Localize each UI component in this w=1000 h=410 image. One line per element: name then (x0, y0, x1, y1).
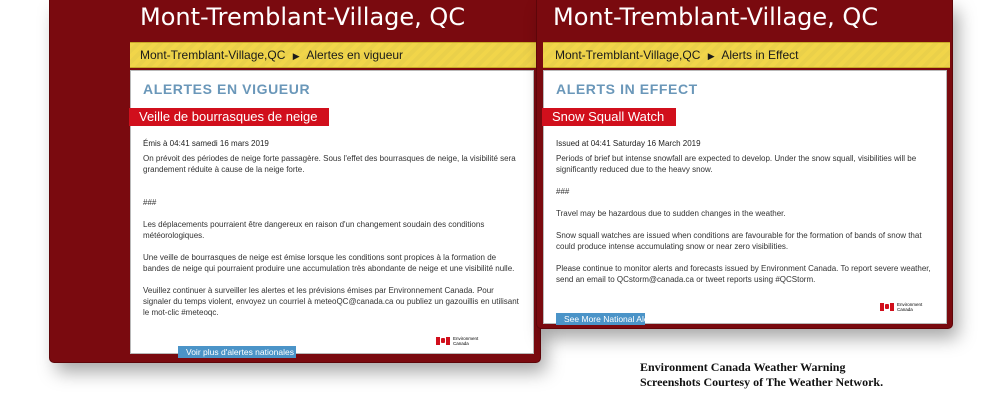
alert-card (130, 70, 534, 354)
breadcrumb (543, 42, 950, 68)
caption-line2: Screenshots Courtesy of The Weather Network. (640, 375, 884, 389)
alert-body (143, 153, 523, 329)
warning-name-badge: Snow Squall Watch (542, 108, 676, 126)
logo-text-line2: Canada (897, 307, 913, 312)
logo-text-line1: Environment (897, 302, 923, 307)
alert-body (556, 153, 936, 296)
environment-canada-logo (436, 336, 478, 346)
alert-separator: ### (556, 187, 570, 196)
alert-paragraph: Les déplacements pourraient être dangereux en raison d'un changement soudain des conditions météorologiques. (143, 220, 485, 240)
alert-paragraph: On prévoit des périodes de neige forte passagère. Sous l'effet des bourrasques de neige, la visibilité sera grandement réduite à cause de la neige forte. (143, 154, 516, 174)
more-national-alerts-button[interactable]: See More National Alerts (556, 313, 645, 325)
caption-line1: Environment Canada Weather Warning (640, 360, 846, 374)
french-alert-panel (50, 0, 540, 362)
alert-paragraph: Please continue to monitor alerts and forecasts issued by Environment Canada. To report severe weather, send an email to QCstorm@canada.ca or tweet reports using #QCStorm. (556, 264, 931, 284)
issued-timestamp: Issued at 04:41 Saturday 16 March 2019 (556, 139, 701, 148)
alert-paragraph: Snow squall watches are issued when conditions are favourable for the formation of bands of snow that could produce intense accumulating snow or near zero visibilities. (556, 231, 922, 251)
logo-text-line2: Canada (453, 341, 469, 346)
canada-flag-icon (880, 303, 894, 311)
warning-name-badge: Veille de bourrasques de neige (129, 108, 329, 126)
canada-flag-icon (436, 337, 450, 345)
breadcrumb-city-link[interactable]: Mont-Tremblant-Village,QC (555, 48, 701, 62)
city-title: Mont-Tremblant-Village, QC (140, 3, 466, 31)
breadcrumb (130, 42, 538, 68)
breadcrumb-city-link[interactable]: Mont-Tremblant-Village,QC (140, 48, 286, 62)
card-title: ALERTES EN VIGUEUR (143, 81, 311, 97)
city-title: Mont-Tremblant-Village, QC (553, 3, 879, 31)
breadcrumb-arrow-icon: ▶ (292, 51, 300, 61)
card-title: ALERTS IN EFFECT (556, 81, 698, 97)
breadcrumb-current-page: Alerts in Effect (721, 48, 799, 62)
environment-canada-logo (880, 302, 922, 312)
english-alert-panel (537, 0, 952, 328)
logo-text-line1: Environment (453, 336, 479, 341)
alert-paragraph: Periods of brief but intense snowfall are expected to develop. Under the snow squall, visibilities will be significantly reduced due to the heavy snow. (556, 154, 917, 174)
alert-paragraph: Une veille de bourrasques de neige est émise lorsque les conditions sont propices à la formation de bandes de neige qui pourraient produire une accumulation très abondante de neige et une visibilité nulle. (143, 253, 515, 273)
more-national-alerts-button[interactable]: Voir plus d'alertes nationales (178, 346, 296, 358)
issued-timestamp: Émis à 04:41 samedi 16 mars 2019 (143, 139, 269, 148)
alert-card (543, 70, 947, 324)
breadcrumb-current-page: Alertes en vigueur (306, 48, 404, 62)
alert-paragraph: Veuillez continuer à surveiller les alertes et les prévisions émises par Environnement Canada. Pour signaler du temps violent, envoyez un courriel à meteoQC@canada.ca ou publiez un gazouillis en utilisant le mot-clic #meteoqc. (143, 286, 519, 317)
alert-separator: ### (143, 198, 157, 207)
image-credit-caption (640, 360, 883, 390)
breadcrumb-arrow-icon: ▶ (707, 51, 715, 61)
alert-paragraph: Travel may be hazardous due to sudden changes in the weather. (556, 209, 786, 218)
